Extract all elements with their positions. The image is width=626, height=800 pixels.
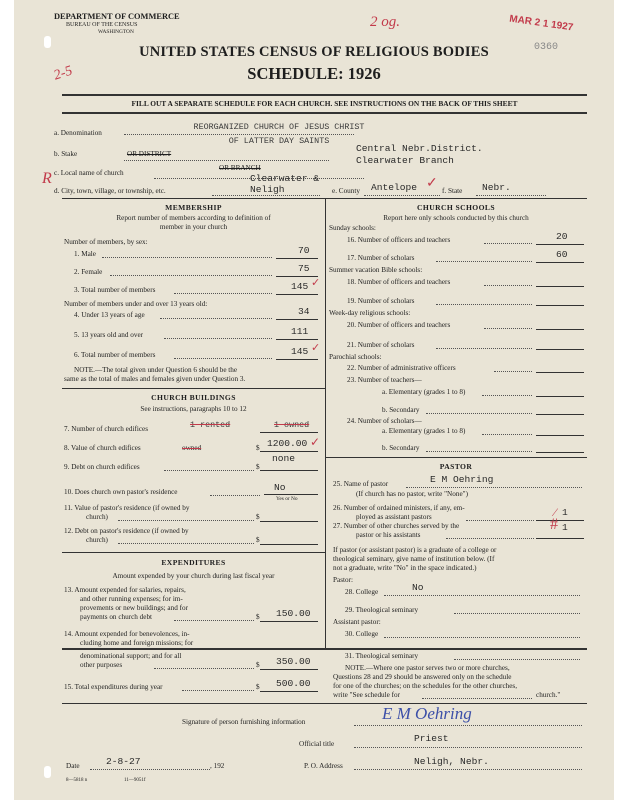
q27-value: 1 [562,522,568,533]
age-intro: Number of members under and over 13 years old: [64,300,208,308]
q13-dollar: $ [256,613,260,621]
county-label: e. County [332,187,360,195]
local-name-printed: OR BRANCH [219,164,261,172]
state-value: Nebr. [482,182,511,193]
stake-printed: OR DISTRICT [127,150,172,158]
q7-value-a: 1 rented [190,420,231,430]
q26-label-a: 26. Number of ordained ministers, if any, em- [333,504,465,512]
q4-value: 34 [298,306,310,317]
pastor-sublabel: Pastor: [333,576,353,584]
q15-dollar: $ [256,683,260,691]
local-name-label: c. Local name of church [54,169,124,177]
pastor-note-4: write "See schedule for [333,691,400,699]
q20-label: 20. Number of officers and teachers [347,321,451,329]
weekday-label: Week-day religious schools: [329,309,411,317]
q3-value: 145 [291,281,309,292]
q15-label: 15. Total expenditures during year [64,683,163,691]
q3-check: ✓ [311,277,321,289]
q26-value: 1 [562,507,568,518]
denomination-value-2: OF LATTER DAY SAINTS [228,136,330,146]
q21-label: 21. Number of scholars [347,341,415,349]
q13-label-c: provements or new buildings; and for [80,604,188,612]
q6-label: 6. Total number of members [74,351,156,359]
q30-label: 30. College [345,630,379,638]
q31-label: 31. Theological seminary [345,652,419,660]
q8-dollar: $ [256,444,260,452]
signature-label: Signature of person furnishing information [182,718,306,726]
grad-note-2: theological seminary, give name of institution below. (If [333,555,495,563]
q27-label-a: 27. Number of other churches served by the [333,522,460,530]
local-name-value: Clearwater Branch [356,155,454,166]
q9-dollar: $ [256,463,260,471]
q10-value: No [274,482,286,493]
q14-label-a: 14. Amount expended for benevolences, in- [64,630,190,638]
county-value: Antelope [371,182,418,193]
q8-struck: owned [182,444,202,452]
q23b-label: b. Secondary [382,406,420,414]
q7-label: 7. Number of church edifices [64,425,149,433]
q6-check: ✓ [311,342,321,354]
q23a-label: a. Elementary (grades 1 to 8) [382,388,466,396]
county-check: ✓ [426,176,438,191]
q4-label: 4. Under 13 years of age [74,311,145,319]
q26-strike: ⁄ [554,505,557,519]
q11-label-a: 11. Value of pastor's residence (if owned by [64,504,190,512]
bureau-label: BUREAU OF THE CENSUS [66,22,138,28]
q5-label: 5. 13 years old and over [74,331,144,339]
mark-r: R [42,170,52,187]
signature-value: E M Oehring [382,704,472,723]
schools-title: CHURCH SCHOOLS [417,203,495,212]
date-label: Date [66,762,80,770]
q5-value: 111 [291,326,309,337]
q12-dollar: $ [256,536,260,544]
stake-value: Central Nebr.District. [356,143,483,154]
grad-note-1: If pastor (or assistant pastor) is a graduate of a college or [333,546,497,554]
date-year: , 192 [210,762,225,770]
q26-label-b: ployed as assistant pastors [356,513,432,521]
q10-yesno: Yes or No [276,496,298,502]
q27-strike: # [550,516,558,533]
q16-value: 20 [556,231,568,242]
q27-label-b: pastor or his assistants [356,531,421,539]
received-stamp: MAR 2 1 1927 [508,13,574,34]
q16-label: 16. Number of officers and teachers [347,236,451,244]
q9-value: none [272,453,296,464]
form-title: UNITED STATES CENSUS OF RELIGIOUS BODIES [139,44,489,60]
punch-hole-top [44,36,51,48]
po-address-value: Neligh, Nebr. [414,756,489,767]
q11-label-b: church) [86,513,108,521]
buildings-title: CHURCH BUILDINGS [151,393,236,402]
stake-label: b. Stake [54,150,78,158]
q24a-label: a. Elementary (grades 1 to 8) [382,427,466,435]
form-code-1: 8—5818 n [66,778,88,783]
q12-label-b: church) [86,536,108,544]
pastor-title: PASTOR [439,462,473,471]
expenditures-title: EXPENDITURES [161,558,226,567]
q29-label: 29. Theological seminary [345,606,419,614]
sex-intro: Number of members, by sex: [64,238,148,246]
official-title-label: Official title [299,740,335,748]
q28-label: 28. College [345,588,379,596]
q24-label: 24. Number of scholars— [347,417,422,425]
punch-hole-bottom [44,766,51,778]
expenditures-sub: Amount expended by your church during last fiscal year [112,572,275,580]
q14-label-d: other purposes [80,661,123,669]
sunday-label: Sunday schools: [329,224,376,232]
q13-label-d: payments on church debt [80,613,153,621]
q25-note: (If church has no pastor, write "None") [356,490,468,498]
q25-label: 25. Name of pastor [333,480,389,488]
q8-value: 1200.00 [267,438,308,449]
membership-note-1: NOTE.—The total given under Question 6 should be the [74,366,238,374]
schools-sub: Report here only schools conducted by this church [383,214,529,222]
membership-title: MEMBERSHIP [165,203,222,212]
q13-label-a: 13. Amount expended for salaries, repairs, [64,586,186,594]
q8-check: ✓ [310,435,321,449]
buildings-sub: See instructions, paragraphs 10 to 12 [140,405,247,413]
q24b-label: b. Secondary [382,444,420,452]
q13-label-b: and other running expenses; for im- [80,595,183,603]
asst-sublabel: Assistant pastor: [333,618,381,626]
membership-note-2: same as the total of males and females given under Question 3. [64,375,246,383]
q9-label: 9. Debt on church edifices [64,463,140,471]
q13-value: 150.00 [276,608,311,619]
city-label: WASHINGTON [98,29,134,35]
q10-label: 10. Does church own pastor's residence [64,488,178,496]
note-left: 2-5 [51,63,75,84]
denomination-value-1: REORGANIZED CHURCH OF JESUS CHRIST [193,122,365,132]
city-value-2: Neligh [250,184,285,195]
q1-value: 70 [298,245,310,256]
official-title-value: Priest [414,733,449,744]
q12-label-a: 12. Debt on pastor's residence (if owned by [64,527,189,535]
form-code-2: 11—9051f [124,778,146,783]
q28-value: No [412,582,424,593]
q7-value-b: 1 owned [274,420,310,430]
pastor-note-5: church." [536,691,561,699]
date-value: 2-8-27 [106,756,141,767]
census-schedule-sheet [14,0,614,800]
pastor-note-3: for one of the churches; on the schedules for the other churches, [333,682,518,690]
po-address-label: P. O. Address [304,762,343,770]
dept-label: DEPARTMENT OF COMMERCE [54,12,180,21]
q17-value: 60 [556,249,568,260]
stamp-number: 0360 [534,42,559,53]
q14-label-b: cluding home and foreign missions; for [80,639,194,647]
q3-label: 3. Total number of members [74,286,156,294]
q22-label: 22. Number of administrative officers [347,364,456,372]
q2-value: 75 [298,263,310,274]
membership-sub-2: member in your church [159,223,228,231]
q14-value: 350.00 [276,656,311,667]
q25-value: E M Oehring [430,474,494,485]
membership-sub-1: Report number of members according to definition of [116,214,271,222]
q6-value: 145 [291,346,309,357]
note-top: 2 og. [370,14,400,30]
parochial-label: Parochial schools: [329,353,382,361]
q23-label: 23. Number of teachers— [347,376,422,384]
q2-label: 2. Female [74,268,103,276]
city-value-1: Clearwater & [250,173,320,184]
instruction-line: FILL OUT A SEPARATE SCHEDULE FOR EACH CHURCH. SEE INSTRUCTIONS ON THE BACK OF THIS SHEET [131,99,518,108]
city-label-field: d. City, town, village, or township, etc. [54,187,166,195]
q15-value: 500.00 [276,678,311,689]
summer-label: Summer vacation Bible schools: [329,266,423,274]
q8-label: 8. Value of church edifices [64,444,141,452]
q14-dollar: $ [256,661,260,669]
q17-label: 17. Number of scholars [347,254,415,262]
q11-dollar: $ [256,513,260,521]
schedule-title: SCHEDULE: 1926 [247,64,381,83]
pastor-note-1: NOTE.—Where one pastor serves two or more churches, [345,664,510,672]
q1-label: 1. Male [74,250,96,258]
q19-label: 19. Number of scholars [347,297,415,305]
q14-label-c: denominational support; and for all [80,652,182,660]
state-label: f. State [442,187,463,195]
grad-note-3: not a graduate, write "No" in the space indicated.) [333,564,477,572]
pastor-note-2: Questions 28 and 29 should be answered only on the schedule [333,673,512,681]
denomination-label: a. Denomination [54,129,102,137]
q18-label: 18. Number of officers and teachers [347,278,451,286]
